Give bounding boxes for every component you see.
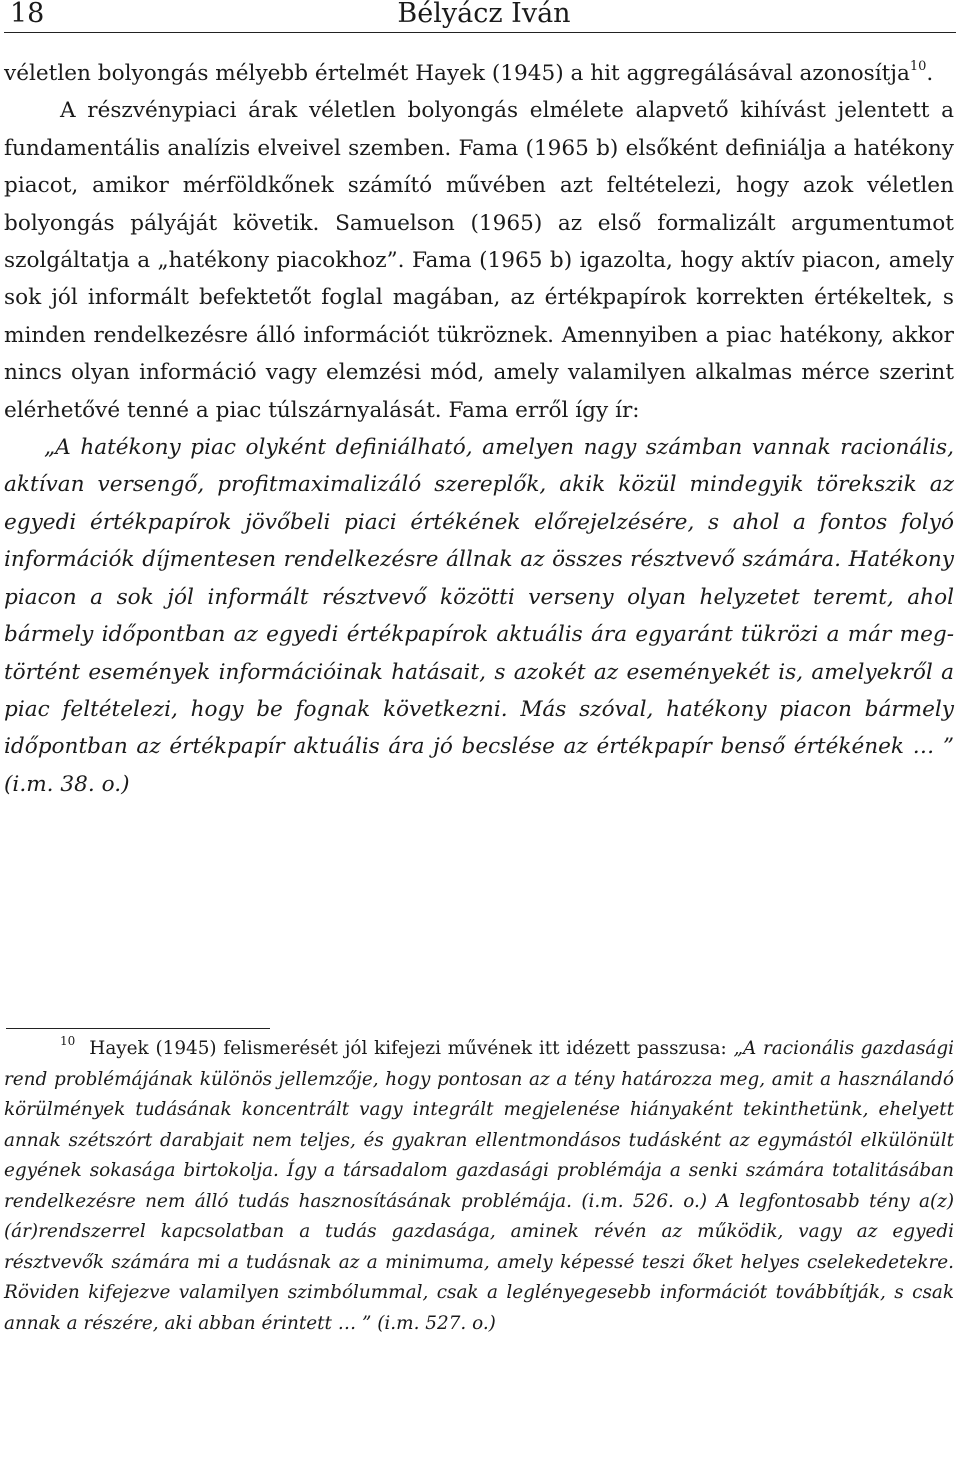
footnote-lead: Hayek (1945) felismerését jól kifejezi művének itt idézett passzusa: bbox=[89, 1038, 734, 1059]
footnote-rule bbox=[6, 1028, 270, 1029]
block-quote: „A hatékony piac olyként definiálható, amelyen nagy számban vannak racionális, aktívan versengő, profitmaximalizáló szereplők, akik közül mindegyik törekszik az egyedi értékpapírok jövőbeli piaci értékének előrejelzésére, s ahol a fontos folyó információk díjmentesen rendelkezésre állnak az összes résztvevő számára. Hatékony piacon a sok jól informált résztvevő közötti verseny olyan helyzetet teremt, ahol bármely időpontban az egyedi értékpapírok aktuális ára egyaránt tükrözi a már megtörtént események információinak hatásait, s azokét az eseményekét is, amelyekről a piac feltételezi, hogy be fognak következni. Más szóval, hatékony piacon bármely időpontban az értékpapír aktuális ára jó becslése az értékpapír benső értékének … ” (i.m. 38. o.) bbox=[4, 435, 954, 797]
body-text bbox=[4, 55, 954, 803]
page-header bbox=[4, 0, 956, 33]
footnote-reference: 10 bbox=[909, 59, 927, 74]
paragraph-1-text: véletlen bolyongás mélyebb értelmét Hayek (1945) a hit aggregálásával azonosítja bbox=[4, 61, 910, 86]
footnote-quote: „A racionális gazdasági rend problémájának különös jellemzője, hogy pontosan az a tény határozza meg, amit a használandó körülmények tudásának koncentrált vagy integrált megjelenése hiányaként tekinthetünk, ehelyett annak szétszórt darabjait nem teljes, és gyakran ellentmondásos tudásként az egymástól elkülönült egyének sokasága birtokolja. Így a társadalom gazdasági problémája a senki számára totalitásában rendelkezésre nem álló tudás hasznosításának problémája. (i.m. 526. o.) A legfontosabb tény a(z) (ár)rendszerrel kapcsolatban a tudás gazdasága, aminek révén az működik, vagy az egyedi résztvevők számára mi a tudásnak az a minimuma, amely képessé teszi őket helyes cselekedetekre. Röviden kifejezve valamilyen szimbólummal, csak a leglényegesebb információt továbbítják, s csak annak a részére, aki abban érintett … ” (i.m. 527. o.) bbox=[4, 1038, 954, 1334]
paragraph-2: A részvénypiaci árak véletlen bolyongás elmélete alapvető kihívást jelentett a fundamentális analízis elveivel szemben. Fama (1965 b) elsőként definiálja a hatékony piacot, amikor mérföldkőnek számító művében azt feltételezi, hogy azok véletlen bolyongás pályáját követik. Samuelson (1965) az első formalizált argumentumot szolgáltatja a „hatékony piacokhoz”. Fama (1965 b) igazolta, hogy aktív piacon, amely sok jól informált befektetőt foglal magában, az értékpapírok korrekten értékeltek, s minden rendelkezésre álló információt tükröznek. Amennyiben a piac hatékony, akkor nincs olyan információ vagy elemzési mód, amely valamilyen alkalmas mérce szerint elérhetővé tenné a piac túlszárnyalását. Fama erről így ír: bbox=[4, 98, 954, 423]
footnote bbox=[4, 1034, 954, 1339]
page-number: 18 bbox=[10, 0, 45, 29]
paragraph-1-end: . bbox=[926, 61, 934, 86]
paragraph-1 bbox=[4, 55, 954, 92]
running-head: Bélyácz Iván bbox=[397, 0, 571, 29]
footnote-mark: 10 bbox=[60, 1034, 76, 1048]
